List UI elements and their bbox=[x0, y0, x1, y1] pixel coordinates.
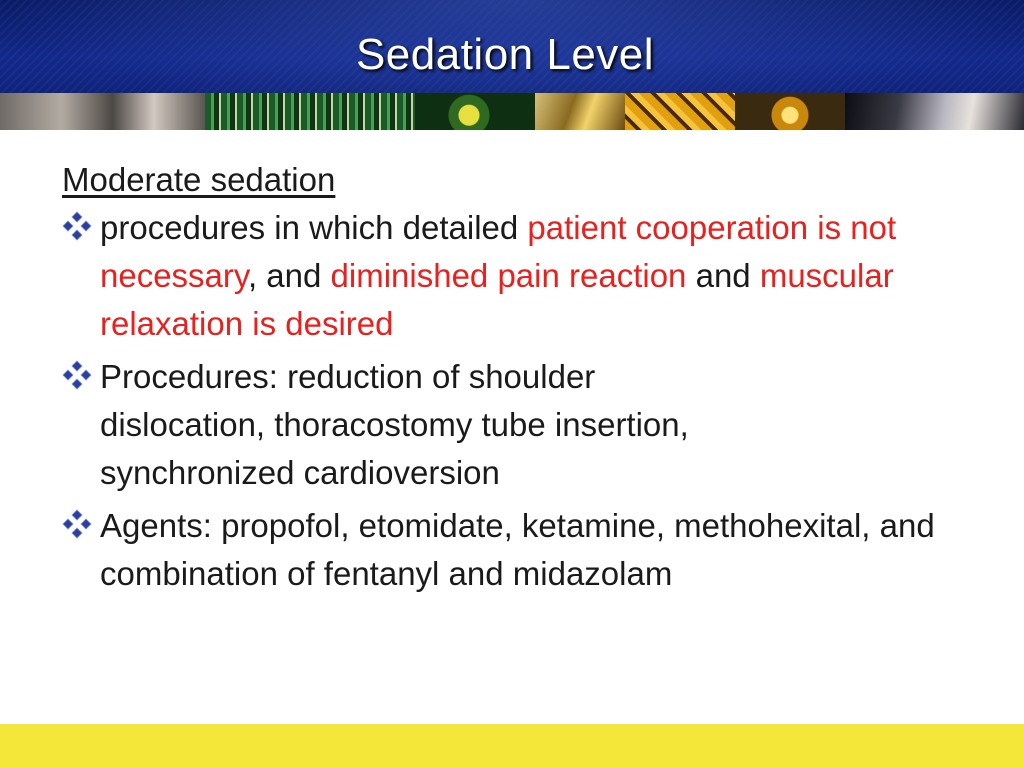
keyboard-hands-photo bbox=[845, 93, 1024, 130]
diamond-shape bbox=[72, 212, 82, 222]
slide-body bbox=[62, 156, 962, 603]
bullet-item bbox=[62, 502, 962, 598]
bullet-segment: procedures in which detailed bbox=[100, 209, 528, 246]
diamond-shape bbox=[81, 519, 91, 529]
bullet-text: Procedures: reduction of shoulder dislocation, thoracostomy tube insertion, synchronized cardioversion bbox=[100, 358, 689, 491]
gold-gear-photo bbox=[735, 93, 845, 130]
header-banner bbox=[0, 0, 1024, 130]
subheading: Moderate sedation bbox=[62, 161, 336, 198]
bullet-emphasis: muscular relaxation is desired bbox=[100, 257, 894, 342]
diamond-shape bbox=[72, 230, 82, 240]
diamond-shape bbox=[72, 528, 82, 538]
four-diamond-bullet-icon bbox=[62, 211, 92, 241]
footer-band bbox=[0, 724, 1024, 768]
bullet-text: Agents: propofol, etomidate, ketamine, methohexital, and combination of fentanyl and midazolam bbox=[100, 507, 935, 592]
diamond-shape bbox=[72, 510, 82, 520]
diamond-shape bbox=[63, 370, 73, 380]
circuit-board-photo bbox=[205, 93, 415, 130]
diamond-shape bbox=[72, 361, 82, 371]
diamond-shape bbox=[72, 379, 82, 389]
bullet-item bbox=[62, 353, 962, 497]
orange-circuit-photo bbox=[625, 93, 735, 130]
microscope-photo bbox=[0, 93, 205, 130]
four-diamond-bullet-icon bbox=[62, 360, 92, 390]
bullet-text bbox=[100, 209, 896, 342]
gold-chip-photo bbox=[535, 93, 625, 130]
bullet-emphasis: diminished pain reaction bbox=[330, 257, 687, 294]
photo-strip bbox=[0, 93, 1024, 130]
slide-title: Sedation Level bbox=[355, 30, 655, 79]
bullet-segment: , and bbox=[247, 257, 331, 294]
diamond-shape bbox=[81, 370, 91, 380]
bullet-segment: and bbox=[686, 257, 760, 294]
four-diamond-bullet-icon bbox=[62, 509, 92, 539]
diamond-shape bbox=[81, 221, 91, 231]
bullet-item bbox=[62, 204, 962, 348]
green-component-photo bbox=[415, 93, 535, 130]
diamond-shape bbox=[63, 519, 73, 529]
diamond-shape bbox=[63, 221, 73, 231]
bullet-emphasis: patient cooperation is not necessary bbox=[100, 209, 897, 294]
